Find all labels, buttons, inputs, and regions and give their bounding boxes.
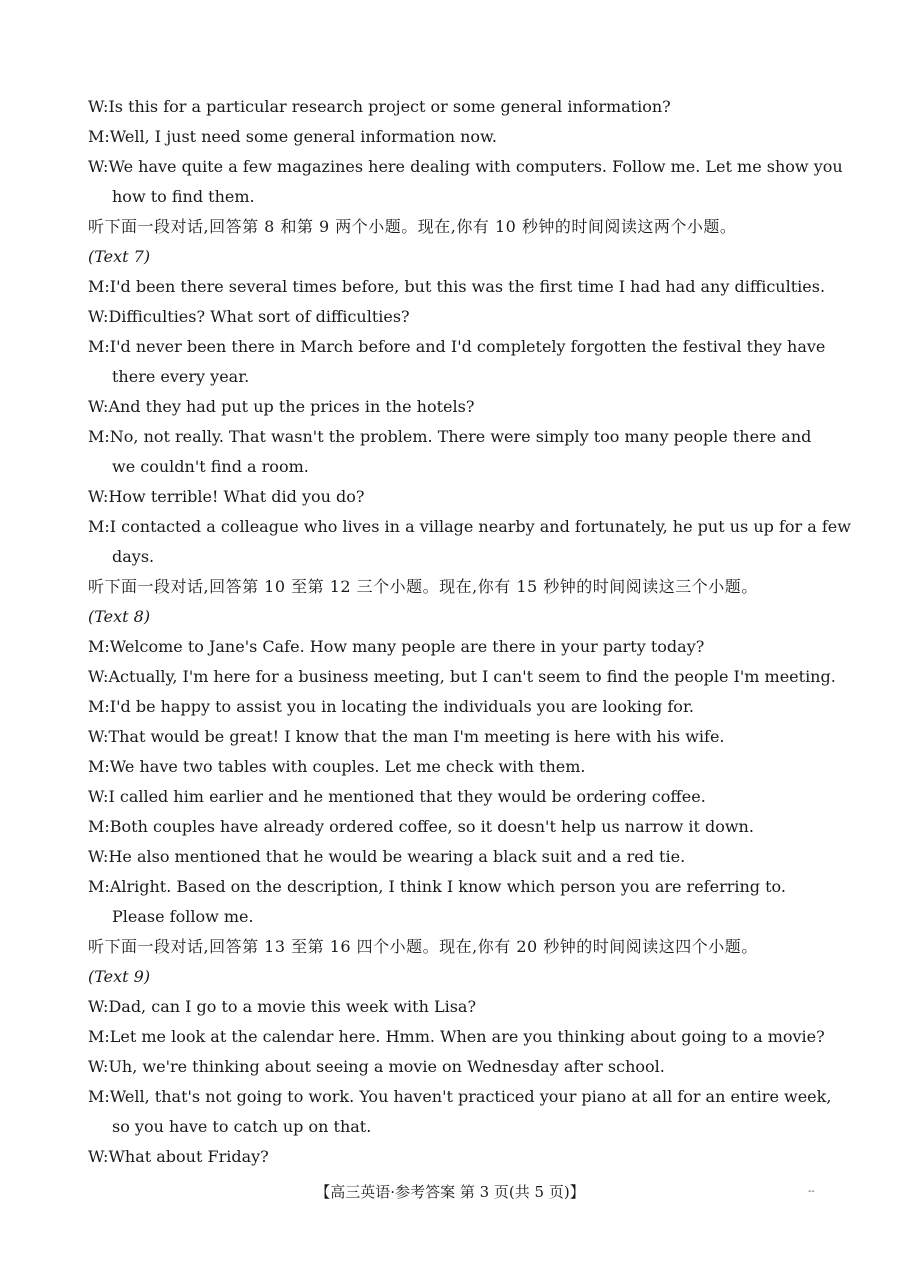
dialogue-line: W:Actually, I'm here for a business meeting, but I can't seem to find the people I'm meeting.: [88, 667, 836, 686]
dialogue-line: M:I contacted a colleague who lives in a village nearby and fortunately, he put us up for a few: [88, 517, 851, 536]
dialogue-line: W:How terrible! What did you do?: [88, 487, 365, 506]
dialogue-line-continuation: how to find them.: [112, 187, 255, 206]
dialogue-line: M:I'd never been there in March before and I'd completely forgotten the festival they have: [88, 337, 826, 356]
dialogue-line: M:I'd be happy to assist you in locating the individuals you are looking for.: [88, 697, 694, 716]
text-label: (Text 8): [88, 607, 151, 626]
dialogue-line: M:Both couples have already ordered coffee, so it doesn't help us narrow it down.: [88, 817, 754, 836]
dialogue-line: M:Welcome to Jane's Cafe. How many people are there in your party today?: [88, 637, 705, 656]
dialogue-line-continuation: there every year.: [112, 367, 250, 386]
page-footer: [0, 1180, 900, 1204]
section-instruction: 听下面一段对话,回答第 8 和第 9 两个小题。现在,你有 10 秒钟的时间阅读这两个小题。: [88, 217, 737, 236]
document-body: [88, 92, 851, 1172]
text-label: (Text 9): [88, 967, 151, 986]
dialogue-line: W:Difficulties? What sort of difficulties?: [88, 307, 410, 326]
dialogue-line: M:Well, I just need some general information now.: [88, 127, 497, 146]
section-instruction: 听下面一段对话,回答第 13 至第 16 四个小题。现在,你有 20 秒钟的时间阅读这四个小题。: [88, 937, 758, 956]
dialogue-line: M:We have two tables with couples. Let me check with them.: [88, 757, 586, 776]
dialogue-line: W:Dad, can I go to a movie this week with Lisa?: [88, 997, 477, 1016]
dialogue-line: W:And they had put up the prices in the hotels?: [88, 397, 475, 416]
dialogue-line: M:No, not really. That wasn't the problem. There were simply too many people there and: [88, 427, 812, 446]
dialogue-line: M:Well, that's not going to work. You haven't practiced your piano at all for an entire week,: [88, 1087, 832, 1106]
dialogue-line: W:Uh, we're thinking about seeing a movie on Wednesday after school.: [88, 1057, 665, 1076]
footer-page-label: 【高三英语·参考答案 第 3 页(共 5 页)】: [315, 1183, 585, 1201]
dialogue-line: M:Alright. Based on the description, I think I know which person you are referring to.: [88, 877, 786, 896]
dialogue-line: W:We have quite a few magazines here dealing with computers. Follow me. Let me show you: [88, 157, 843, 176]
dialogue-line-continuation: days.: [112, 547, 155, 566]
dialogue-line: W:He also mentioned that he would be wearing a black suit and a red tie.: [88, 847, 686, 866]
dialogue-line-continuation: so you have to catch up on that.: [112, 1117, 372, 1136]
section-instruction: 听下面一段对话,回答第 10 至第 12 三个小题。现在,你有 15 秒钟的时间阅读这三个小题。: [88, 577, 758, 596]
dialogue-line: W:What about Friday?: [88, 1147, 269, 1166]
corner-mark: --: [808, 1186, 815, 1197]
dialogue-line: W:Is this for a particular research project or some general information?: [88, 97, 671, 116]
dialogue-line-continuation: Please follow me.: [112, 907, 254, 926]
dialogue-line-continuation: we couldn't find a room.: [112, 457, 309, 476]
dialogue-line: M:I'd been there several times before, but this was the first time I had had any difficulties.: [88, 277, 826, 296]
dialogue-line: M:Let me look at the calendar here. Hmm. When are you thinking about going to a movie?: [88, 1027, 825, 1046]
dialogue-line: W:That would be great! I know that the man I'm meeting is here with his wife.: [88, 727, 725, 746]
dialogue-line: W:I called him earlier and he mentioned that they would be ordering coffee.: [88, 787, 706, 806]
text-label: (Text 7): [88, 247, 151, 266]
